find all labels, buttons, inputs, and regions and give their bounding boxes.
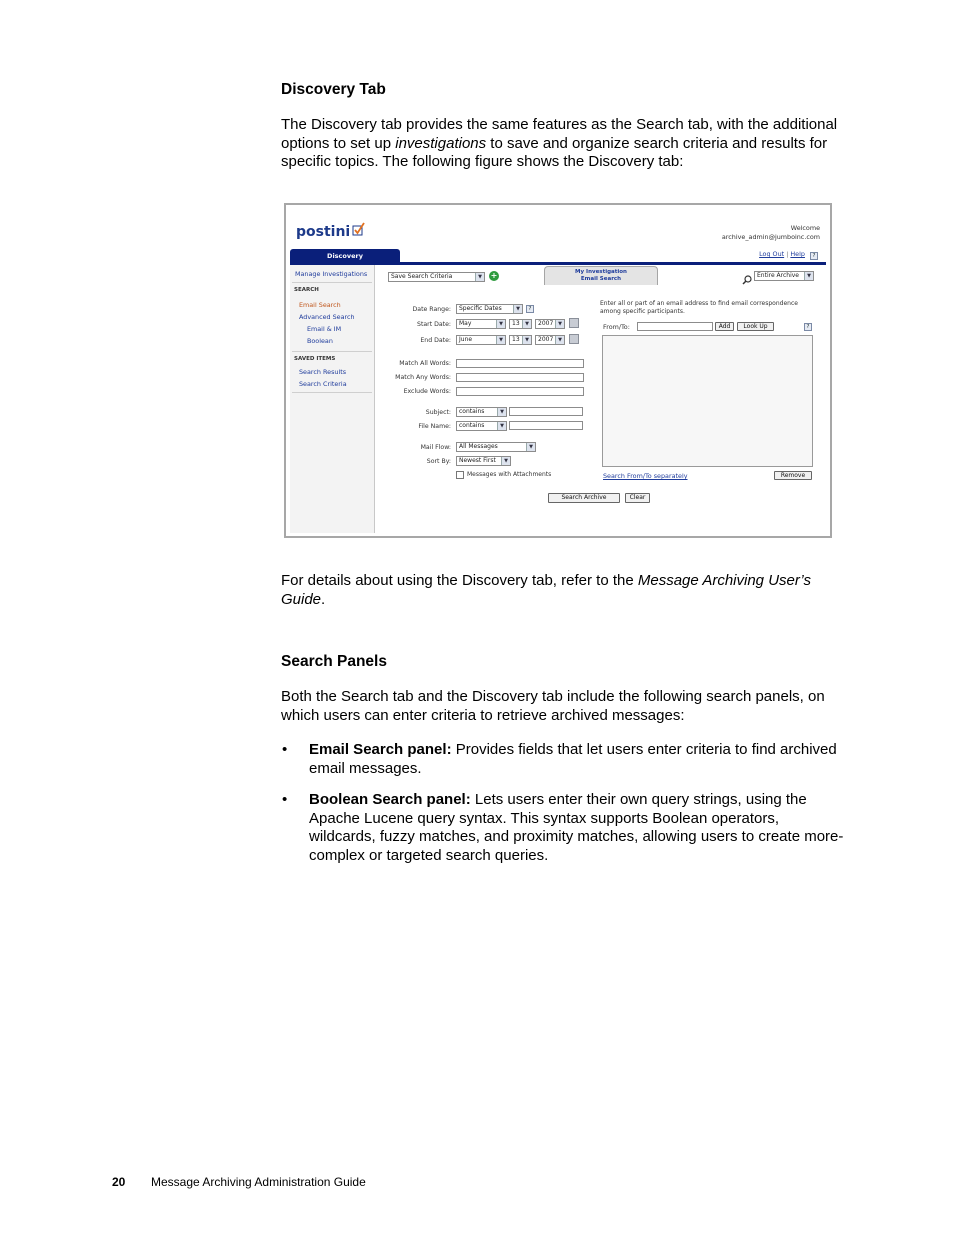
match-any-input[interactable] (456, 373, 584, 382)
bullet-title: Boolean Search panel: (309, 791, 471, 808)
investigation-tab[interactable] (544, 266, 658, 285)
match-any-label: Match Any Words: (395, 374, 451, 381)
help-link[interactable]: Help (790, 250, 805, 258)
sidebar-item-search-results[interactable]: Search Results (299, 368, 347, 376)
sidebar-item-email-im[interactable]: Email & IM (307, 325, 342, 333)
start-year-select[interactable]: 2007 ▼ (535, 319, 565, 329)
match-all-label: Match All Words: (399, 360, 451, 367)
subject-input[interactable] (509, 407, 583, 416)
sortby-label: Sort By: (426, 458, 451, 465)
chevron-down-icon: ▼ (555, 336, 564, 344)
investigation-name: My Investigation (575, 269, 627, 275)
add-button[interactable]: Add (715, 322, 734, 331)
search-icon (742, 270, 752, 289)
chevron-down-icon: ▼ (513, 305, 522, 313)
match-all-input[interactable] (456, 359, 584, 368)
fromto-input[interactable] (637, 322, 713, 331)
sidebar-divider (292, 351, 372, 352)
date-range-label: Date Range: (412, 306, 451, 313)
search-archive-button[interactable]: Search Archive (548, 493, 620, 503)
bullet-title: Email Search panel: (309, 741, 452, 758)
header-links: Log Out | Help ? (759, 250, 818, 259)
subject-op-select[interactable]: contains ▼ (456, 407, 507, 417)
subject-label: Subject: (425, 409, 451, 416)
search-separately-link[interactable]: Search From/To separately (603, 472, 688, 480)
footer-title: Message Archiving Administration Guide (151, 1175, 366, 1189)
intro-text-emphasis: investigations (395, 134, 487, 152)
chevron-down-icon: ▼ (497, 422, 506, 430)
attachments-label: Messages with Attachments (467, 471, 552, 478)
welcome-label: Welcome (790, 224, 820, 232)
investigation-panel: Email Search (580, 276, 622, 282)
sidebar-saved-header: SAVED ITEMS (294, 356, 336, 362)
sidebar-item-email-search[interactable]: Email Search (299, 301, 341, 309)
help-icon[interactable]: ? (804, 323, 812, 331)
fromto-list[interactable] (602, 335, 813, 467)
details-text-part2: . (321, 590, 326, 608)
end-year-select[interactable]: 2007 ▼ (535, 335, 565, 345)
postini-logo: postini (296, 222, 366, 240)
start-month-select[interactable]: May ▼ (456, 319, 506, 329)
sidebar-item-manage-investigations[interactable]: Manage Investigations (295, 270, 368, 278)
section-heading-discovery-tab: Discovery Tab (281, 81, 386, 98)
sidebar-divider (292, 392, 372, 393)
remove-button[interactable]: Remove (774, 471, 812, 480)
mailflow-select[interactable]: All Messages ▼ (456, 442, 536, 452)
bullet-text: Provides fields that let users enter criteria to find archived email messages. (309, 741, 837, 777)
chevron-down-icon: ▼ (522, 336, 531, 344)
logout-link[interactable]: Log Out (759, 250, 785, 258)
exclude-input[interactable] (456, 387, 584, 396)
sidebar-divider (292, 282, 372, 283)
end-month-select[interactable]: June ▼ (456, 335, 506, 345)
checkmark-icon (352, 222, 366, 240)
intro-text-part2: to save and organize search criteria and results for specific topics. The following figure shows the Discovery tab: (281, 134, 828, 171)
calendar-icon[interactable] (569, 334, 579, 344)
chevron-down-icon: ▼ (496, 336, 505, 344)
sidebar (290, 265, 375, 533)
chevron-down-icon: ▼ (501, 457, 510, 465)
user-email: archive_admin@jumboinc.com (721, 233, 820, 241)
end-day-select[interactable]: 13 ▼ (509, 335, 532, 345)
details-paragraph (281, 572, 847, 609)
bullet-boolean-search (309, 791, 844, 866)
add-icon[interactable]: + (490, 271, 498, 280)
lookup-button[interactable]: Look Up (737, 322, 774, 331)
sidebar-item-search-criteria[interactable]: Search Criteria (299, 380, 347, 388)
chevron-down-icon: ▼ (555, 320, 564, 328)
discovery-tab-screenshot (284, 203, 832, 538)
sidebar-item-advanced-search[interactable]: Advanced Search (299, 313, 355, 321)
sortby-select[interactable]: Newest First ▼ (456, 456, 511, 466)
chevron-down-icon: ▼ (496, 320, 505, 328)
scope-select[interactable]: Entire Archive ▼ (754, 271, 814, 281)
start-day-select[interactable]: 13 ▼ (509, 319, 532, 329)
details-guide-title: Message Archiving User’s Guide (281, 572, 811, 608)
filename-input[interactable] (509, 421, 583, 430)
intro-text-part1: The Discovery tab provides the same features as the Search tab, with the additional options to set up (281, 116, 838, 152)
discovery-intro-paragraph (281, 116, 847, 172)
help-icon[interactable]: ? (810, 252, 818, 260)
end-date-label: End Date: (420, 337, 451, 344)
details-text-part1: For details about using the Discovery tab, refer to the (281, 572, 638, 589)
start-date-label: Start Date: (417, 321, 451, 328)
section-heading-search-panels: Search Panels (281, 653, 387, 670)
chevron-down-icon: ▼ (475, 273, 484, 281)
fromto-instructions: Enter all or part of an email address to find email correspondence among specific participants. (600, 300, 798, 315)
chevron-down-icon: ▼ (522, 320, 531, 328)
bullet-marker: • (282, 741, 288, 758)
save-criteria-select[interactable]: Save Search Criteria ▼ (388, 272, 485, 282)
sidebar-item-boolean[interactable]: Boolean (307, 337, 333, 345)
fromto-label: From/To: (603, 323, 630, 331)
search-panels-paragraph: Both the Search tab and the Discovery tab include the following search panels, on which users can enter criteria to retrieve archived messages: (281, 688, 825, 724)
calendar-icon[interactable] (569, 318, 579, 328)
bullet-marker: • (282, 791, 288, 808)
bullet-text: Lets users enter their own query strings, using the Apache Lucene query syntax. This syntax supports Boolean operators, wildcards, fuzzy matches, and proximity matches, allowing users to create more-complex or targeted search queries. (309, 791, 844, 865)
attachments-checkbox[interactable] (456, 471, 464, 479)
chevron-down-icon: ▼ (526, 443, 535, 451)
chevron-down-icon: ▼ (497, 408, 506, 416)
filename-op-select[interactable]: contains ▼ (456, 421, 507, 431)
clear-button[interactable]: Clear (625, 493, 650, 503)
mailflow-label: Mail Flow: (420, 444, 451, 451)
chevron-down-icon: ▼ (804, 272, 813, 280)
page-number: 20 (112, 1175, 126, 1189)
tab-discovery[interactable] (290, 249, 400, 263)
tab-discovery-label: Discovery (327, 252, 363, 260)
sidebar-search-header: SEARCH (294, 287, 319, 293)
help-icon[interactable]: ? (526, 305, 534, 313)
exclude-label: Exclude Words: (403, 388, 451, 395)
bullet-email-search (309, 741, 844, 778)
date-range-select[interactable]: Specific Dates ▼ (456, 304, 523, 314)
filename-label: File Name: (418, 423, 451, 430)
